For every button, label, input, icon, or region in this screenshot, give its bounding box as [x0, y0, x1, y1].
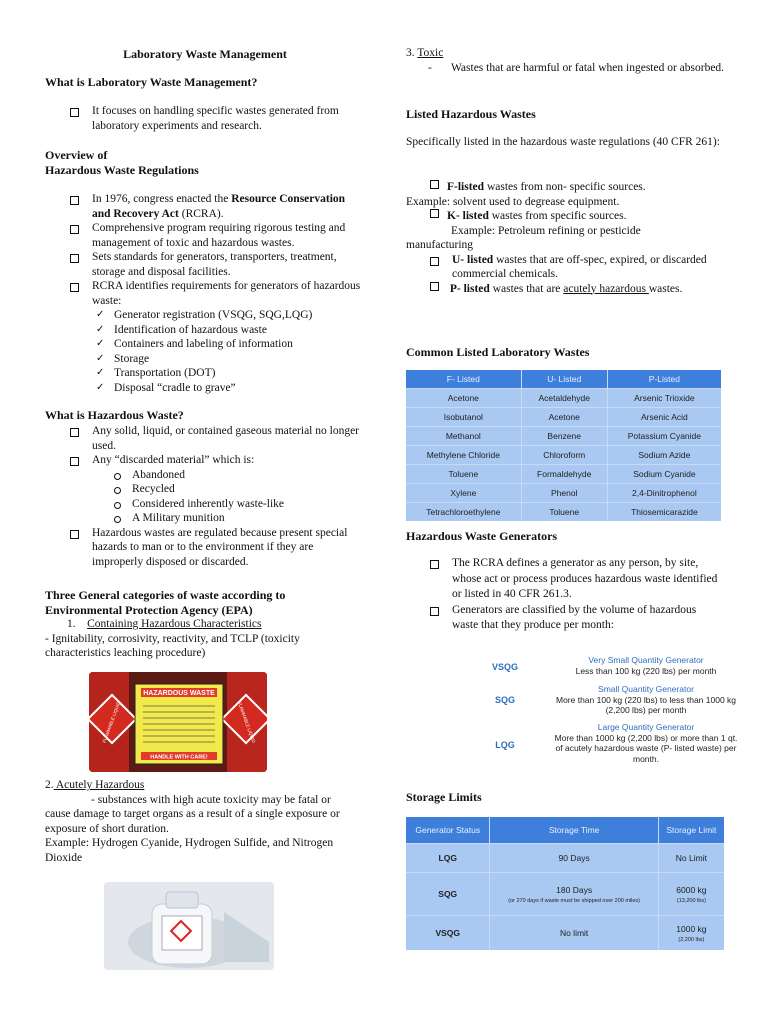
table-cell: Methanol	[406, 427, 521, 446]
table-row	[406, 873, 724, 916]
table-row	[406, 427, 721, 446]
list-item: P- listed wastes that are acutely hazardous wastes.	[406, 282, 726, 297]
table-cell	[406, 916, 490, 951]
list-item: Sets standards for generators, transporters, treatment, storage and disposal facilities.	[70, 250, 362, 279]
table-cell	[490, 916, 658, 951]
list-item: Any solid, liquid, or contained gaseous material no longer used.	[70, 424, 362, 453]
table-cell	[658, 873, 724, 916]
table-row	[406, 389, 721, 408]
list-item: Comprehensive program requiring rigorous testing and management of toxic and hazardous wastes.	[70, 221, 362, 250]
table-cell: Arsenic Acid	[607, 408, 721, 427]
cell-value: 180 Days	[556, 885, 593, 896]
heading-listed-hazardous-wastes: Listed Hazardous Wastes	[406, 107, 536, 121]
category-1: 1. Containing Hazardous Characteristics - Ignitability, corrosivity, reactivity, and TCLP (toxicity characteristics leaching procedure)	[45, 618, 300, 659]
storage-limits-table	[406, 817, 724, 950]
table-cell: Thiosemicarazide	[607, 503, 721, 522]
checkbox-bullet-icon	[70, 196, 79, 205]
table-cell: Acetaldehyde	[521, 389, 607, 408]
table-cell	[658, 844, 724, 873]
common-listed-table	[406, 370, 721, 521]
table-cell: Sodium Cyanide	[607, 465, 721, 484]
heading-what-is-lwm: What is Laboratory Waste Management?	[45, 75, 258, 89]
list-item: RCRA identifies requirements for generators of hazardous waste:	[70, 279, 362, 308]
table-cell	[490, 873, 658, 916]
column-header: Storage Time	[490, 817, 658, 844]
requirements-checklist	[70, 308, 362, 395]
table-row	[406, 844, 724, 873]
regulations-list	[70, 192, 362, 395]
category-2: 2. Acutely Hazardous - substances with high acute toxicity may be fatal or cause damage to target organs as a result of a single exposure or exposure of short duration. Example: Hydrogen Cyanide, Hydrogen Sulfide, and Nitrogen Dioxide	[45, 779, 340, 864]
table-row	[406, 446, 721, 465]
cell-value: 1000 kg	[676, 924, 707, 935]
cell-value: 90 Days	[558, 852, 590, 863]
flammable-label-right: FLAMMABLE LIQUID	[236, 700, 257, 744]
checkbox-bullet-icon	[70, 283, 79, 292]
list-item: U- listed wastes that are off-spec, expired, or discarded commercial chemicals.	[430, 253, 726, 282]
cell-value: No limit	[559, 927, 589, 938]
table-cell	[490, 844, 658, 873]
category-3: 3. Toxic - Wastes that are harmful or fatal when ingested or absorbed.	[406, 47, 725, 74]
listed-categories: F-listed wastes from non- specific sources. Example: solvent used to degrease equipment. K- listed wastes from specific sources. Example: Petroleum refining or pesticide manufacturing U- listed wastes that are off-spec, expired, or discarded commercial chemicals. P- listed wastes that are acutely hazardous wastes.	[406, 180, 726, 296]
check-item: ✓ Generator registration (VSQG, SQG,LQG)	[92, 308, 362, 323]
list-item: Hazardous wastes are regulated because present special hazards to man or to the environment if they are improperly disposed or discarded.	[70, 526, 362, 570]
circle-item: A Military munition	[110, 511, 362, 526]
hazardous-waste-drum-image	[89, 672, 267, 772]
table-cell: Potassium Cyanide	[607, 427, 721, 446]
table-header-row	[406, 370, 721, 389]
checkbox-bullet-icon	[430, 560, 439, 569]
list-item: In 1976, congress enacted the Resource Conservation and Recovery Act (RCRA).	[70, 192, 362, 221]
table-cell: Chloroform	[521, 446, 607, 465]
table-cell: Acetone	[406, 389, 521, 408]
column-header: Storage Limit	[658, 817, 724, 844]
table-cell	[406, 873, 490, 916]
cell-value: LQG	[438, 852, 457, 863]
chemical-bottle-image	[104, 882, 274, 970]
checkbox-bullet-icon	[70, 108, 79, 117]
checkbox-bullet-icon	[70, 530, 79, 539]
table-header-row	[406, 817, 724, 844]
heading-common-listed: Common Listed Laboratory Wastes	[406, 345, 590, 359]
table-cell: Sodium Azide	[607, 446, 721, 465]
table-row	[406, 408, 721, 427]
table-cell	[406, 844, 490, 873]
column-header: F- Listed	[406, 370, 521, 389]
circle-item: Recycled	[110, 482, 362, 497]
table-cell: Methylene Chloride	[406, 446, 521, 465]
checkbox-bullet-icon	[70, 225, 79, 234]
circle-item: Abandoned	[110, 468, 362, 483]
cell-value: SQG	[438, 888, 458, 899]
table-cell: Benzene	[521, 427, 607, 446]
list-item: K- listed wastes from specific sources.	[406, 209, 726, 224]
table-row	[406, 503, 721, 522]
checkbox-bullet-icon	[70, 428, 79, 437]
table-cell: Phenol	[521, 484, 607, 503]
table-cell: Xylene	[406, 484, 521, 503]
handle-with-care-text: HANDLE WITH CARE!	[150, 754, 208, 761]
check-item: ✓ Identification of hazardous waste	[92, 323, 362, 338]
cell-value: 6000 kg	[676, 885, 707, 896]
list-item: Any “discarded material” which is:	[70, 453, 362, 468]
heading-what-is-hw: What is Hazardous Waste?	[45, 408, 184, 422]
table-cell: 2,4-Dinitrophenol	[607, 484, 721, 503]
checkbox-bullet-icon	[430, 282, 439, 291]
discarded-material-list	[70, 468, 362, 526]
cell-value: VSQG	[435, 927, 461, 938]
check-item: ✓ Containers and labeling of information	[92, 337, 362, 352]
heading-three-categories: Three General categories of waste according to Environmental Protection Agency (EPA)	[45, 588, 286, 617]
check-item: ✓ Storage	[92, 352, 362, 367]
table-row	[406, 465, 721, 484]
checkbox-bullet-icon	[430, 607, 439, 616]
cell-note: (or 270 days if waste must be shipped over 200 miles)	[508, 897, 641, 904]
generators-list	[430, 556, 722, 634]
table-cell: Toluene	[406, 465, 521, 484]
generator-classes	[470, 655, 740, 766]
cell-note: (2,200 lbs)	[678, 936, 705, 943]
chemical-bottle-photo	[104, 882, 274, 970]
checkbox-bullet-icon	[70, 457, 79, 466]
checkbox-bullet-icon	[430, 180, 439, 189]
table-cell	[658, 916, 724, 951]
column-header: U- Listed	[521, 370, 607, 389]
checkbox-bullet-icon	[430, 209, 439, 218]
check-item: ✓ Transportation (DOT)	[92, 366, 362, 381]
circle-item: Considered inherently waste-like	[110, 497, 362, 512]
cell-note: (13,200 lbs)	[676, 897, 706, 904]
table-row	[406, 916, 724, 951]
list-item: F-listed wastes from non- specific sources.	[406, 180, 726, 195]
table-cell: Arsenic Trioxide	[607, 389, 721, 408]
column-header: Generator Status	[406, 817, 490, 844]
table-cell: Tetrachloroethylene	[406, 503, 521, 522]
document-title: Laboratory Waste Management	[123, 47, 287, 61]
hazardous-waste-sign-text: HAZARDOUS WASTE	[143, 690, 215, 697]
table-row	[406, 484, 721, 503]
generator-row-vsqg: VSQG Very Small Quantity Generator Less than 100 kg (220 lbs) per month	[491, 655, 717, 676]
heading-overview: Overview of Hazardous Waste Regulations	[45, 148, 199, 177]
table-cell: Isobutanol	[406, 408, 521, 427]
cell-value: No Limit	[675, 852, 707, 863]
lwm-bullet: It focuses on handling specific wastes generated from laboratory experiments and research.	[70, 104, 384, 133]
column-header: P-Listed	[607, 370, 721, 389]
check-item: ✓ Disposal “cradle to grave”	[92, 381, 362, 396]
generator-row-lqg: LQG Large Quantity Generator More than 1000 kg (2,200 lbs) or more than 1 qt. of acutely hazardous waste (P- listed waste) per month.	[495, 722, 738, 764]
table-cell: Formaldehyde	[521, 465, 607, 484]
heading-generators: Hazardous Waste Generators	[406, 529, 558, 543]
hazardous-waste-list	[70, 424, 362, 569]
heading-storage-limits: Storage Limits	[406, 790, 482, 804]
list-item: The RCRA defines a generator as any person, by site, whose act or process produces hazardous waste identified or listed in 40 CFR 261.3.	[430, 556, 722, 603]
listed-intro: Specifically listed in the hazardous waste regulations (40 CFR 261):	[406, 136, 720, 148]
checkbox-bullet-icon	[430, 257, 439, 266]
hazardous-waste-drum-photo	[89, 672, 267, 772]
generator-row-sqg: SQG Small Quantity Generator More than 100 kg (220 lbs) to less than 1000 kg (2,200 lbs) per month	[494, 684, 737, 715]
flammable-label-left: FLAMMABLE LIQUID	[101, 700, 122, 744]
table-cell: Acetone	[521, 408, 607, 427]
checkbox-bullet-icon	[70, 254, 79, 263]
table-cell: Toluene	[521, 503, 607, 522]
list-item: Generators are classified by the volume of hazardous waste that they produce per month:	[430, 603, 722, 634]
